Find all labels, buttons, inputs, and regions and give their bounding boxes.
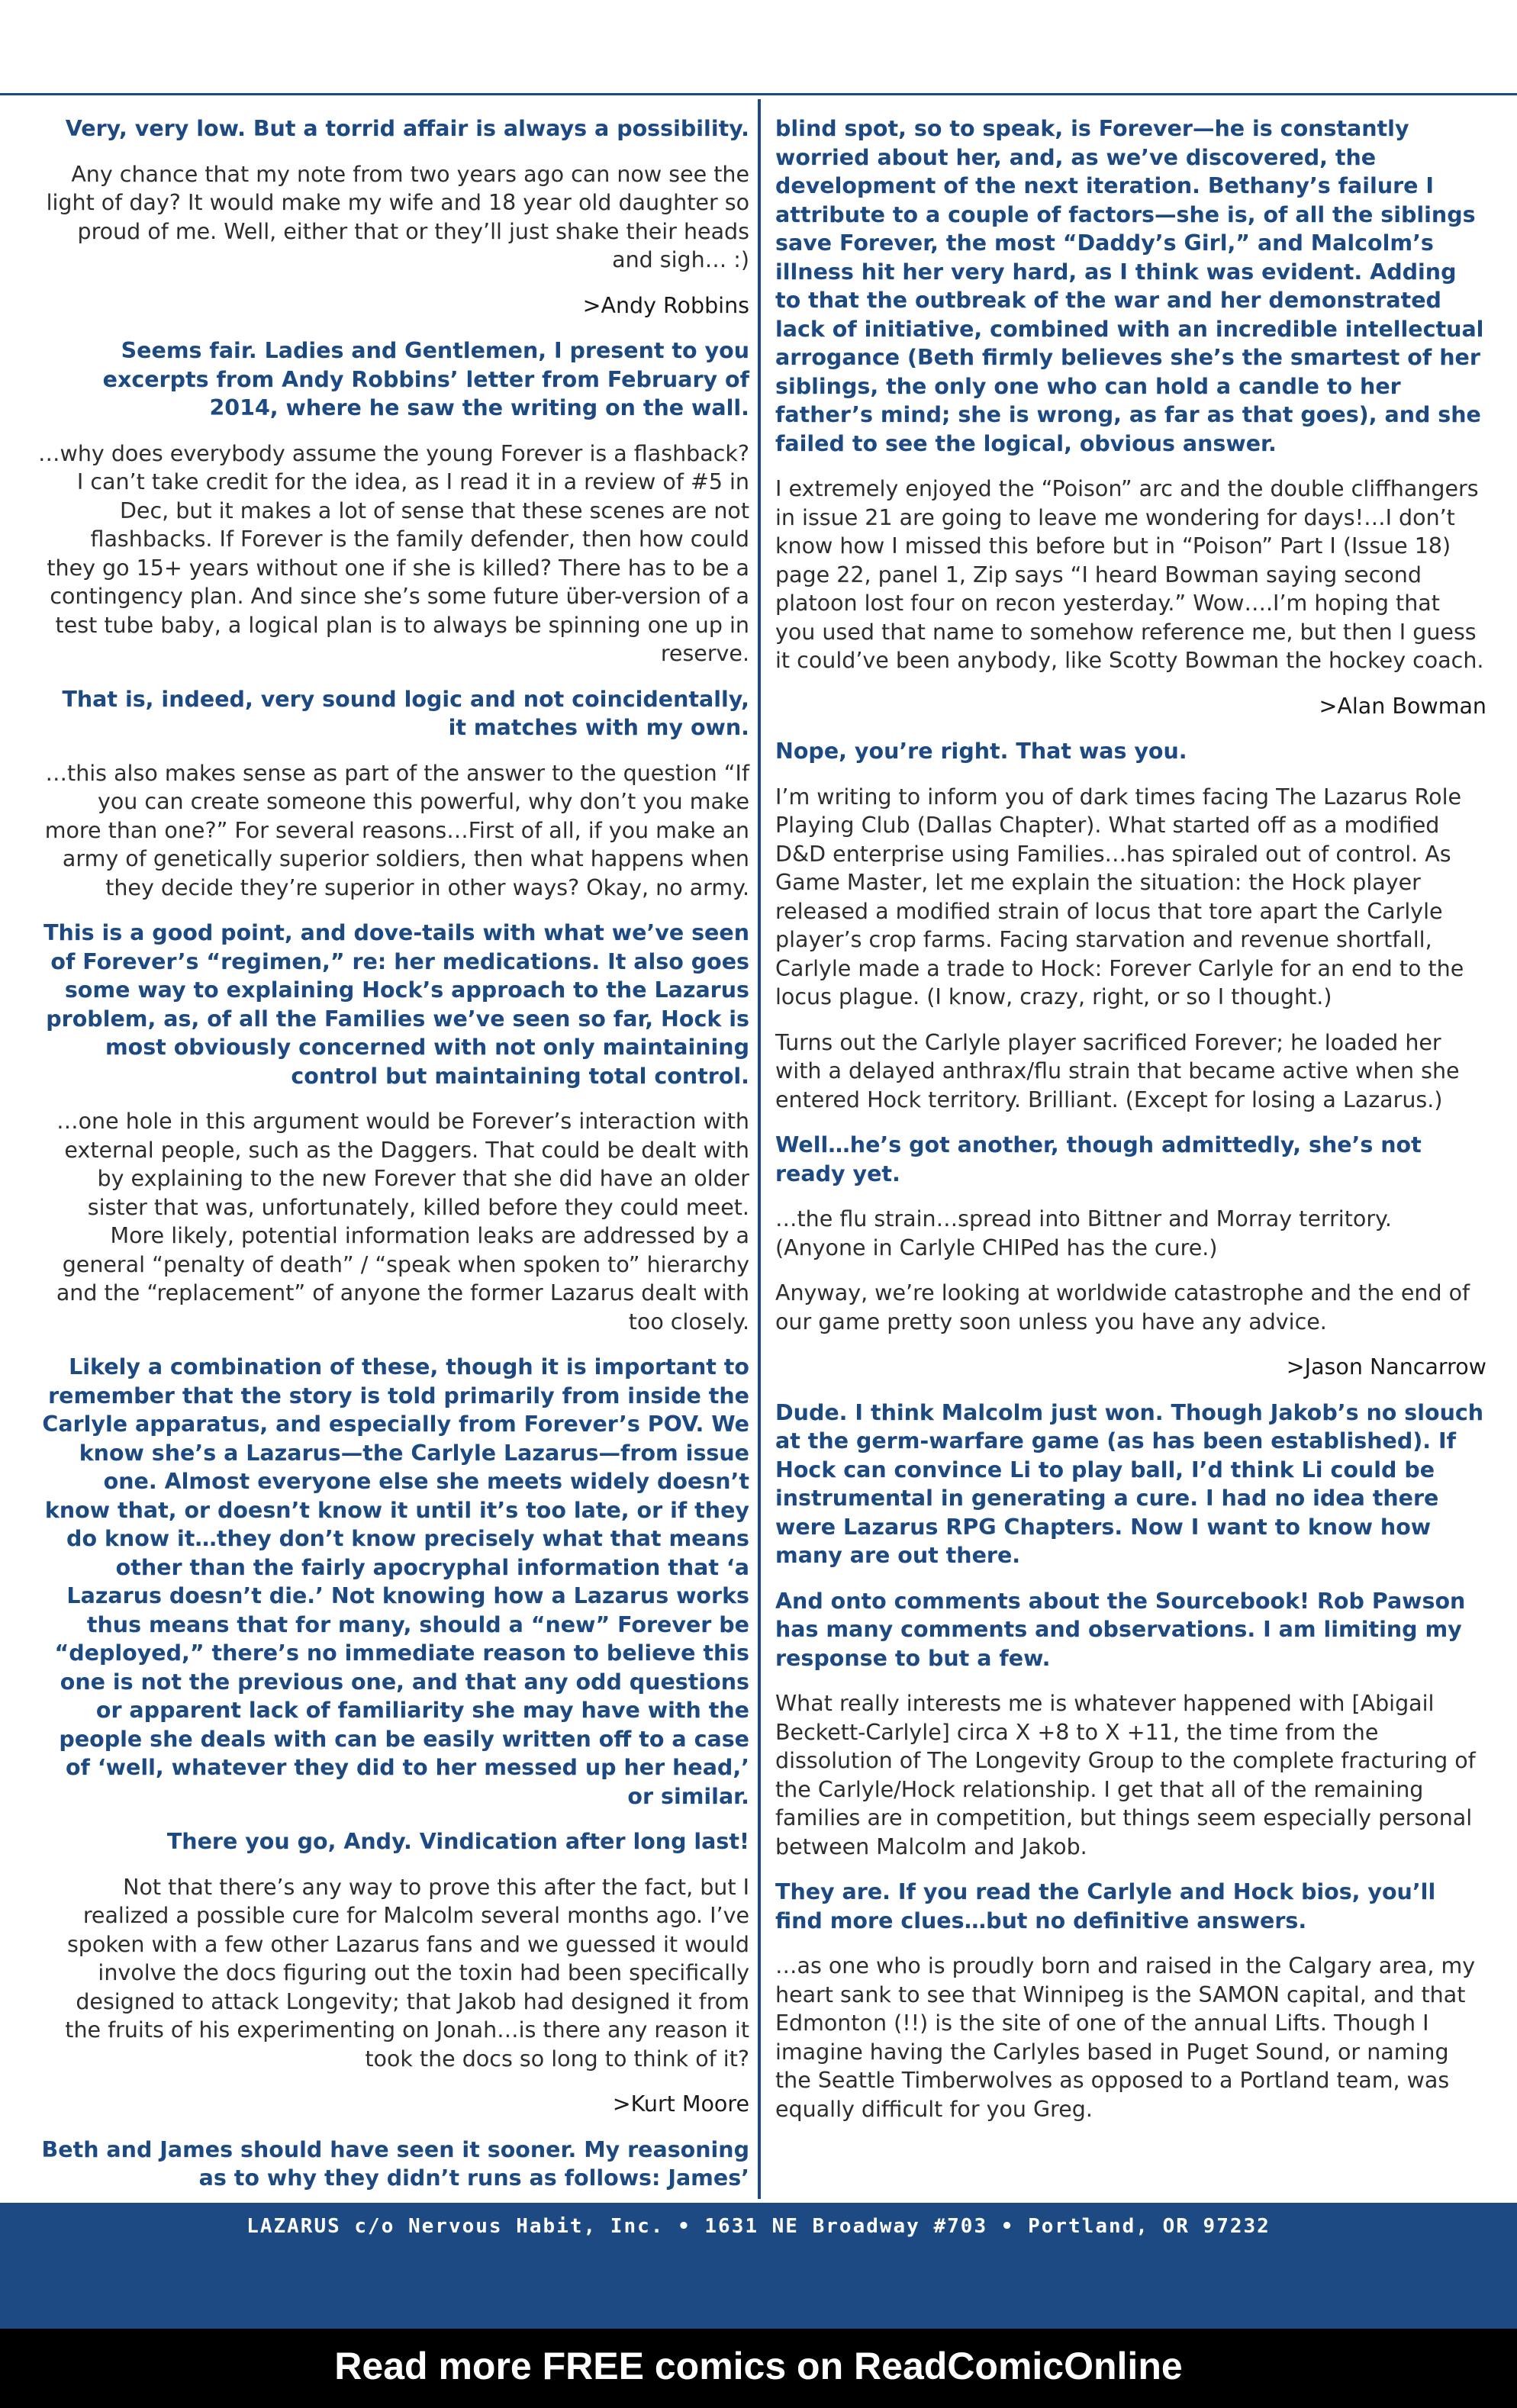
top-rule [0,93,1517,95]
mailing-address: LAZARUS c/o Nervous Habit, Inc. • 1631 NE Broadway #703 • Portland, OR 97232 [246,2215,1271,2238]
reader-letter-paragraph: What really interests me is whatever happened with [Abigail Beckett-Carlyle] circa X +8 to X +11, the time from the dissolution of The Longevity Group to the complete fracturing of the Carlyle/Hock relationship. I get that all of the remaining families are in competition, but things seem especially personal between Malcolm and Jakob. [775,1691,1476,1859]
editor-response: Beth and James should have seen it sooner. My reasoning as to why they didn’t runs as follows: James’ [41,2136,749,2191]
column-divider [758,99,761,2199]
letter-signature: >Jason Nancarrow [1286,1354,1486,1379]
editor-response: Nope, you’re right. That was you. [775,739,1187,764]
reader-letter-paragraph: I’m writing to inform you of dark times facing The Lazarus Role Playing Club (Dallas Chapter). What started off as a modified D&D enterprise using Families…has spiraled out of control. As Game Master, let me explain the situation: the Hock player released a modified strain of locus that tore apart the Carlyle player’s crop farms. Facing starvation and revenue shortfall, Carlyle made a trade to Hock: Forever Carlyle for an end to the locus plague. (I know, crazy, right, or so I thought.) [775,784,1464,1009]
letter-signature: >Andy Robbins [582,292,749,318]
editor-response: They are. If you read the Carlyle and Hock bios, you’ll find more clues…but no definitive answers. [775,1879,1436,1933]
editor-response: That is, indeed, very sound logic and not coincidentally, it matches with my own. [62,686,749,740]
reader-letter-paragraph: Not that there’s any way to prove this after the fact, but I realized a possible cure for Malcolm several months ago. I’ve spoken with a few other Lazarus fans and we guessed it would involve the docs figuring out the toxin had been specifically designed to attack Longevity; that Jakob had designed it from the fruits of his experimenting on Jonah…is there any reason it took the docs so long to think of it? [65,1874,749,2072]
editor-response: And onto comments about the Sourcebook! Rob Pawson has many comments and observations. I am limiting my response to but a few. [775,1588,1466,1671]
letter-signature: >Kurt Moore [612,2091,749,2117]
letters-left-column [38,114,749,2193]
promo-banner-text[interactable]: Read more FREE comics on ReadComicOnline [334,2345,1183,2387]
editor-response: Likely a combination of these, though it is important to remember that the story is told primarily from inside the Carlyle apparatus, and especially from Forever’s POV. We know she’s a Lazarus—the Carlyle Lazarus—from issue one. Almost everyone else she meets widely doesn’t know that, or doesn’t know it until it’s too late, or if they do know it…they don’t know precisely what that means other than the fairly apocryphal information that ‘a Lazarus doesn’t die.’ Not knowing how a Lazarus works thus means that for many, should a “new” Forever be “deployed,” there’s no immediate reason to believe this one is not the previous one, and that any odd questions or apparent lack of familiarity she may have with the people she deals with can be easily written off to a case of ‘well, whatever they did to her messed up her head,’ or similar. [42,1354,749,1809]
reader-letter-paragraph: …one hole in this argument would be Forever’s interaction with external people, such as the Daggers. That could be dealt with by explaining to the new Forever that she did have an older sister that was, unfortunately, killed before they could meet. More likely, potential information leaks are addressed by a general “penalty of death” / “speak when spoken to” hierarchy and the “replacement” of anyone the former Lazarus dealt with too closely. [56,1109,749,1334]
reader-letter-paragraph: …why does everybody assume the young Forever is a flashback? I can’t take credit for the idea, as I read it in a review of #5 in Dec, but it makes a lot of sense that these scenes are not flashbacks. If Forever is the family defender, then how could they go 15+ years without one if she is killed? There has to be a contingency plan. And since she’s some future über-version of a test tube baby, a logical plan is to always be spinning one up in reserve. [38,440,749,666]
editor-response: Well…he’s got another, though admittedly, she’s not ready yet. [775,1132,1422,1186]
reader-letter-paragraph: …as one who is proudly born and raised in the Calgary area, my heart sank to see that Winnipeg is the SAMON capital, and that Edmonton (!!) is the site of one of the annual Lifts. Though I imagine having the Carlyles based in Puget Sound, or naming the Seattle Timberwolves as opposed to a Portland team, was equally difficult for you Greg. [775,1953,1476,2122]
editor-response: Very, very low. But a torrid affair is always a possibility. [65,116,749,141]
reader-letter-paragraph: Turns out the Carlyle player sacrificed Forever; he loaded her with a delayed anthrax/flu strain that became active when she entered Hock territory. Brilliant. (Except for losing a Lazarus.) [775,1029,1460,1112]
reader-letter-paragraph: …this also makes sense as part of the answer to the question “If you can create someone this powerful, why don’t you make more than one?” For several reasons…First of all, if you make an army of genetically superior soldiers, then what happens when they decide they’re superior in other ways? Okay, no army. [44,760,749,900]
editor-response: Seems fair. Ladies and Gentlemen, I present to you excerpts from Andy Robbins’ letter from February of 2014, where he saw the writing on the wall. [102,338,749,420]
letters-right-column [775,114,1486,2123]
editor-response: This is a good point, and dove-tails with what we’ve seen of Forever’s “regimen,” re: her medications. It also goes some way to explaining Hock’s approach to the Lazarus problem, as, of all the Families we’ve seen so far, Hock is most obviously concerned with not only maintaining control but maintaining total control. [43,920,749,1089]
reader-letter-paragraph: Any chance that my note from two years ago can now see the light of day? It would make my wife and 18 year old daughter so proud of me. Well, either that or they’ll just shake their heads and sigh… :) [46,161,749,272]
letter-signature: >Alan Bowman [1319,693,1486,719]
editor-response: Dude. I think Malcolm just won. Though Jakob’s no slouch at the germ-warfare game (as has been established). If Hock can convince Li to play ball, I’d think Li could be instrumental in generating a cure. I had no idea there were Lazarus RPG Chapters. Now I want to know how many are out there. [775,1399,1484,1568]
editor-response: blind spot, so to speak, is Forever—he is constantly worried about her, and, as we’ve discovered, the development of the next iteration. Bethany’s failure I attribute to a couple of factors—she is, of all the siblings save Forever, the most “Daddy’s Girl,” and Malcolm’s illness hit her very hard, as I think was evident. Adding to that the outbreak of the war and her demonstrated lack of initiative, combined with an incredible intellectual arrogance (Beth firmly believes she’s the smartest of her siblings, the only one who can hold a candle to her father’s mind; she is wrong, as far as that goes), and she failed to see the logical, obvious answer. [775,116,1484,456]
editor-response: There you go, Andy. Vindication after long last! [166,1829,749,1854]
reader-letter-paragraph: …the flu strain…spread into Bittner and Morray territory. (Anyone in Carlyle CHIPed has the cure.) [775,1206,1392,1260]
reader-letter-paragraph: I extremely enjoyed the “Poison” arc and the double cliffhangers in issue 21 are going to leave me wondering for days!…I don’t know how I missed this before but in “Poison” Part I (Issue 18) page 22, panel 1, Zip says “I heard Bowman saying second platoon lost four on recon yesterday.” Wow….I’m hoping that you used that name to somehow reference me, but then I guess it could’ve been anybody, like Scotty Bowman the hockey coach. [775,476,1484,673]
reader-letter-paragraph: Anyway, we’re looking at worldwide catastrophe and the end of our game pretty soon unless you have any advice. [775,1280,1470,1334]
